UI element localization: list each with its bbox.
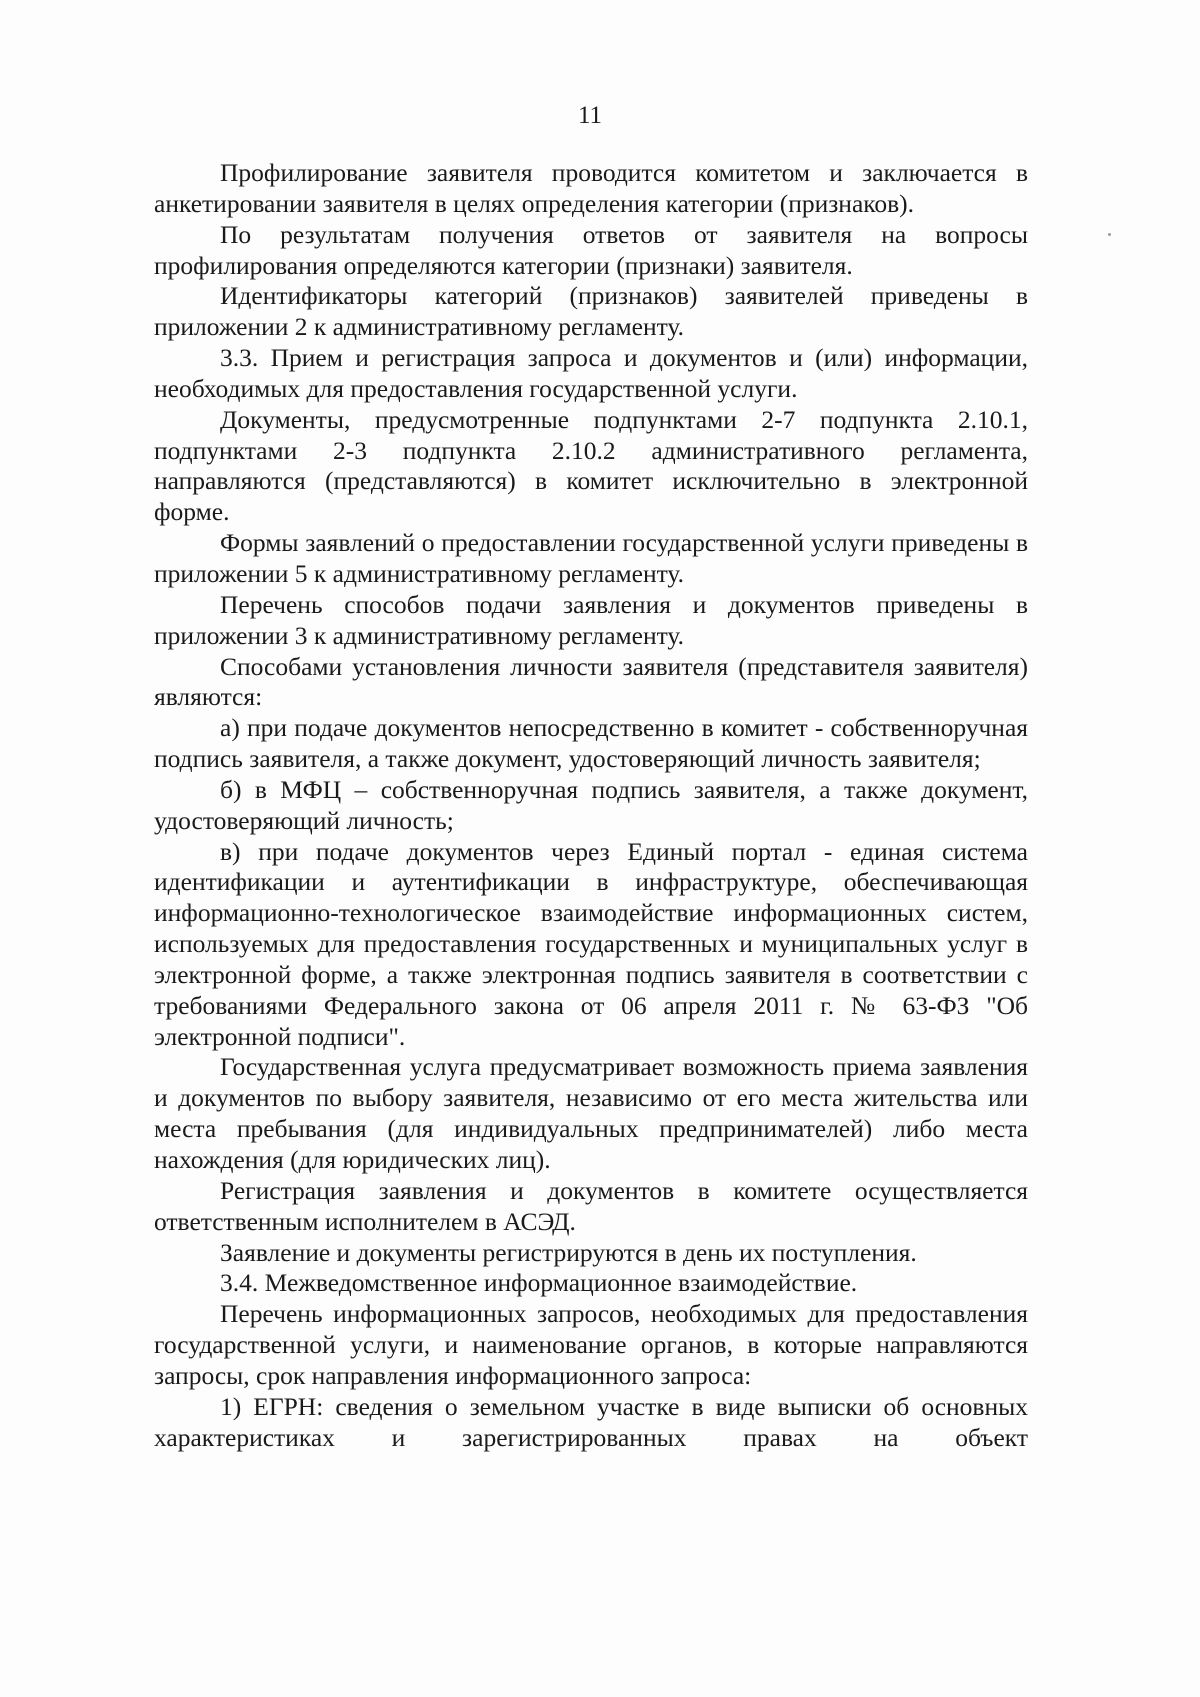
paragraph-registration-day: Заявление и документы регистрируются в день их поступления. (220, 1237, 917, 1267)
list-item-egrn: 1) ЕГРН: сведения о земельном участке в виде выписки об основных характеристиках и зарегистрированных правах на объект (154, 1391, 1028, 1452)
paragraph-submission-methods: Перечень способов подачи заявления и документов приведены в приложении 3 к административному регламенту. (154, 589, 1028, 650)
page-number: 11 (577, 102, 603, 129)
list-item-a: а) при подаче документов непосредственно в комитет - собственноручная подпись заявителя, а также документ, удостоверяющий личность заявителя; (154, 713, 1028, 774)
paragraph-profiling-results: По результатам получения ответов от заявителя на вопросы профилирования определяются категории (признаки) заявителя. (154, 219, 1028, 280)
paragraph-requests-list: Перечень информационных запросов, необходимых для предоставления государственной услуги, и наименование органов, в которые направляются запросы, срок направления информационного запроса: (154, 1299, 1028, 1390)
paragraph-application-forms: Формы заявлений о предоставлении государственной услуги приведены в приложении 5 к административному регламенту. (154, 528, 1028, 588)
paragraph-profiling: Профилирование заявителя проводится комитетом и заключается в анкетировании заявителя в целях определения категории (признаков). (154, 158, 1028, 218)
paragraph-registration: Регистрация заявления и документов в комитете осуществляется ответственным исполнителем в АСЭД. (154, 1175, 1028, 1236)
list-item-c: в) при подаче документов через Единый портал - единая система идентификации и аутентификации в инфраструктуре, обеспечивающая информационно-технологическое взаимодействие информационных систем, используемых для предоставления государственных и муниципальных услуг в электронной форме, а также электронная подпись заявителя в соответствии с требованиями Федерального закона от 06 апреля 2011 г. № 63-ФЗ "Об электронной подписи". (154, 836, 1028, 1051)
paragraph-category-identifiers: Идентификаторы категорий (признаков) заявителей приведены в приложении 2 к административному регламенту. (154, 281, 1028, 342)
scan-artifact (1108, 233, 1111, 236)
document-body (154, 158, 1028, 1453)
section-heading-3-3: 3.3. Прием и регистрация запроса и документов и (или) информации, необходимых для предоставления государственной услуги. (154, 343, 1028, 403)
section-heading-3-4: 3.4. Межведомственное информационное взаимодействие. (220, 1268, 858, 1298)
paragraph-documents: Документы, предусмотренные подпунктами 2-7 подпункта 2.10.1, подпунктами 2-3 подпункта 2.10.2 административного регламента, направляются (представляются) в комитет исключительно в электронной форме. (154, 404, 1028, 527)
paragraph-acceptance: Государственная услуга предусматривает возможность приема заявления и документов по выбору заявителя, независимо от его места жительства или места пребывания (для индивидуальных предпринимателей) либо места нахождения (для юридических лиц). (154, 1052, 1028, 1174)
list-item-b: б) в МФЦ – собственноручная подпись заявителя, а также документ, удостоверяющий личность; (154, 774, 1028, 835)
paragraph-identity-methods: Способами установления личности заявителя (представителя заявителя) являются: (154, 651, 1028, 712)
